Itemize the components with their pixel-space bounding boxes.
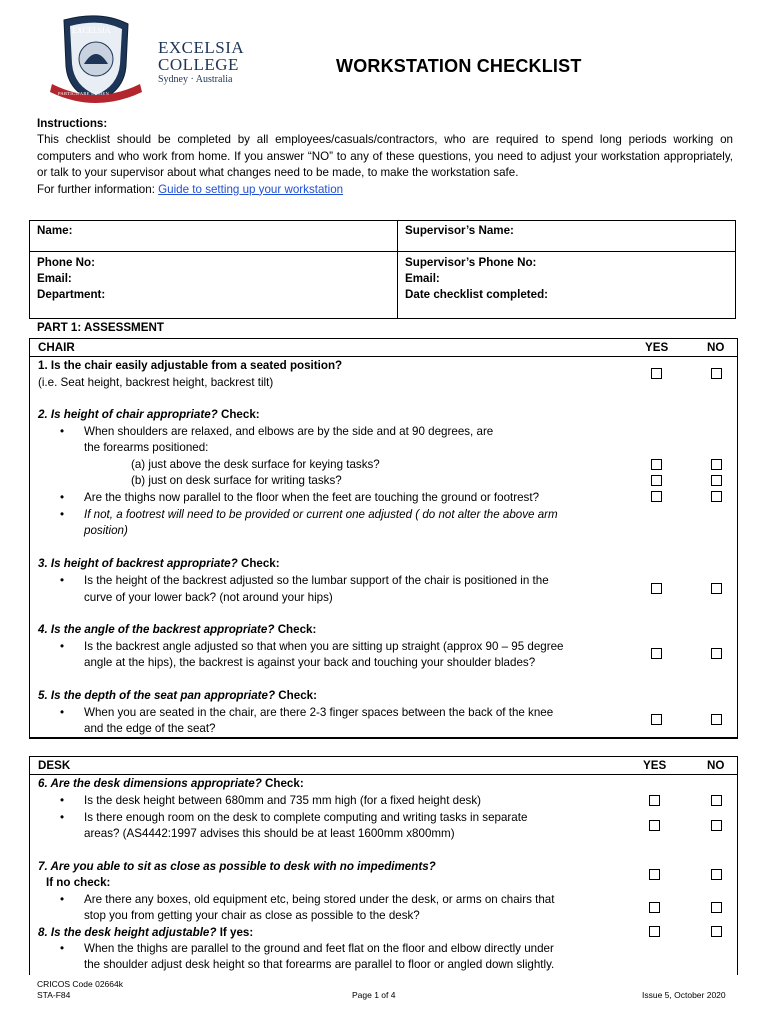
check-label: Check:: [265, 777, 304, 790]
question-4: [38, 622, 316, 638]
q3-bullet-1b: curve of your lower back? (not around your hips): [84, 591, 333, 604]
bullet-dot: •: [60, 640, 65, 653]
question-5-text: 5. Is the depth of the seat pan appropriate?: [38, 689, 276, 702]
q7-boxes-yes-checkbox[interactable]: [649, 902, 660, 913]
question-6: [38, 776, 304, 792]
college-logo: [46, 14, 246, 106]
bullet-dot: •: [60, 942, 65, 955]
date-completed-field[interactable]: Date checklist completed:: [405, 288, 549, 301]
question-2-text: 2. Is height of chair appropriate?: [38, 408, 218, 421]
phone-field[interactable]: Phone No:: [37, 256, 95, 269]
logo-line-2: COLLEGE: [158, 55, 239, 74]
desk-section: [29, 756, 738, 975]
q6-height-no-checkbox[interactable]: [711, 795, 722, 806]
seal-text: EXCELSIA: [72, 26, 111, 35]
q7-yes-checkbox[interactable]: [649, 869, 660, 880]
desk-heading: DESK: [38, 759, 71, 772]
q4-yes-checkbox[interactable]: [651, 648, 662, 659]
q2a-yes-checkbox[interactable]: [651, 459, 662, 470]
q5-no-checkbox[interactable]: [711, 714, 722, 725]
question-8: [38, 925, 253, 941]
q2a-no-checkbox[interactable]: [711, 459, 722, 470]
q4-no-checkbox[interactable]: [711, 648, 722, 659]
footer-left: [37, 979, 123, 1001]
further-info-label: For further information:: [37, 182, 159, 196]
q6-room-yes-checkbox[interactable]: [649, 820, 660, 831]
q8-bullet-1b: the shoulder adjust desk height so that forearms are parallel to floor or angled down slightly.: [84, 958, 555, 971]
q3-no-checkbox[interactable]: [711, 583, 722, 594]
q2-option-a: (a) just above the desk surface for keying tasks?: [131, 458, 380, 471]
q7-subheading: If no check:: [46, 876, 111, 889]
check-label: Check:: [278, 689, 317, 702]
department-field[interactable]: Department:: [37, 288, 106, 301]
cricos-code: CRICOS Code 02664k: [37, 979, 123, 989]
yes-column-label: YES: [645, 341, 669, 354]
q4-bullet-1a: Is the backrest angle adjusted so that when you are sitting up straight (approx 90 – 95 degree: [84, 640, 564, 653]
issue-date: Issue 5, October 2020: [642, 990, 726, 1000]
question-8-text: 8. Is the desk height adjustable?: [38, 926, 217, 939]
instructions: [37, 116, 733, 198]
q2-bullet-1b: the forearms positioned:: [84, 441, 209, 454]
q8-no-checkbox[interactable]: [711, 926, 722, 937]
if-yes-label: If yes:: [219, 926, 254, 939]
chair-heading: CHAIR: [38, 341, 75, 354]
q4-bullet-1b: angle at the hips), the backrest is against your back and touching your shoulder blades?: [84, 656, 536, 669]
document-code: STA-F84: [37, 990, 71, 1000]
bullet-dot: •: [60, 508, 65, 521]
no-column-label: NO: [707, 341, 725, 354]
no-column-label: NO: [707, 759, 725, 772]
supervisor-name-field[interactable]: Supervisor’s Name:: [398, 221, 736, 252]
q2-option-b: (b) just on desk surface for writing tasks?: [131, 474, 342, 487]
supervisor-phone-field[interactable]: Supervisor’s Phone No:: [405, 256, 537, 269]
check-label: Check:: [240, 557, 280, 570]
q2-thighs-no-checkbox[interactable]: [711, 491, 722, 502]
employee-info-table: [29, 220, 736, 319]
chair-section: [29, 338, 738, 739]
part-1-heading: PART 1: ASSESSMENT: [37, 321, 164, 334]
logo-line-3: Sydney · Australia: [158, 74, 233, 85]
q8-yes-checkbox[interactable]: [649, 926, 660, 937]
q7-boxes-no-checkbox[interactable]: [711, 902, 722, 913]
page-number: Page 1 of 4: [352, 990, 396, 1000]
bullet-dot: •: [60, 794, 65, 807]
bullet-dot: •: [60, 811, 65, 824]
check-label: Check:: [277, 623, 317, 636]
check-label: Check:: [220, 408, 260, 421]
q7-bullet-1b: stop you from getting your chair as close as possible to the desk?: [84, 909, 420, 922]
supervisor-email-field[interactable]: Email:: [405, 272, 440, 285]
desk-header: [30, 757, 737, 775]
q2-bullet-3b: position): [84, 524, 128, 537]
q6-room-no-checkbox[interactable]: [711, 820, 722, 831]
seal-motto: PARTICIPARE LUMEN: [58, 91, 110, 96]
instructions-body: This checklist should be completed by all employees/casuals/contractors, who are required to spend long periods working on computers and who work from home. If you answer “NO” to any of these questions, you need to adjust your workstation appropriately, or talk to your supervisor about what changes need to be made, to make the workstation safe.: [37, 133, 733, 180]
bullet-dot: •: [60, 706, 65, 719]
question-3: [38, 556, 280, 572]
q5-bullet-1b: and the edge of the seat?: [84, 722, 216, 735]
question-3-text: 3. Is height of backrest appropriate?: [38, 557, 238, 570]
instructions-heading: Instructions:: [37, 117, 108, 130]
q2b-no-checkbox[interactable]: [711, 475, 722, 486]
q2-bullet-1a: When shoulders are relaxed, and elbows are by the side and at 90 degrees, are: [84, 425, 494, 438]
q7-no-checkbox[interactable]: [711, 869, 722, 880]
q3-bullet-1a: Is the height of the backrest adjusted so the lumbar support of the chair is positioned in the: [84, 574, 549, 587]
q2-thighs-yes-checkbox[interactable]: [651, 491, 662, 502]
q8-bullet-1a: When the thighs are parallel to the ground and feet flat on the floor and elbow directly under: [84, 942, 554, 955]
chair-header: [30, 339, 737, 357]
bullet-dot: •: [60, 574, 65, 587]
logo-line-1: EXCELSIA: [158, 38, 245, 57]
bullet-dot: •: [60, 425, 65, 438]
page-title: WORKSTATION CHECKLIST: [336, 56, 582, 76]
question-5: [38, 688, 317, 704]
yes-column-label: YES: [643, 759, 667, 772]
q2-bullet-3a: If not, a footrest will need to be provided or current one adjusted ( do not alter the above arm: [84, 508, 558, 521]
contact-cell: [30, 252, 398, 319]
q3-yes-checkbox[interactable]: [651, 583, 662, 594]
q6-bullet-2b: areas? (AS4442:1997 advises this should be at least 1600mm x800mm): [84, 827, 455, 840]
bullet-dot: •: [60, 893, 65, 906]
q7-bullet-1a: Are there any boxes, old equipment etc, being stored under the desk, or arms on chairs that: [84, 893, 555, 906]
question-6-text: 6. Are the desk dimensions appropriate?: [38, 777, 262, 790]
question-1: 1. Is the chair easily adjustable from a seated position?: [38, 359, 343, 372]
question-2: [38, 407, 260, 423]
q6-bullet-1: Is the desk height between 680mm and 735 mm high (for a fixed height desk): [84, 794, 481, 807]
q2-bullet-2: Are the thighs now parallel to the floor when the feet are touching the ground or footrest?: [84, 491, 540, 504]
bullet-dot: •: [60, 491, 65, 504]
email-field[interactable]: Email:: [37, 272, 72, 285]
q5-yes-checkbox[interactable]: [651, 714, 662, 725]
question-1-note: (i.e. Seat height, backrest height, backrest tilt): [38, 376, 274, 389]
q6-bullet-2a: Is there enough room on the desk to complete computing and writing tasks in separate: [84, 811, 528, 824]
q1-yes-checkbox[interactable]: [651, 368, 662, 379]
q5-bullet-1a: When you are seated in the chair, are there 2-3 finger spaces between the back of the knee: [84, 706, 554, 719]
question-4-text: 4. Is the angle of the backrest appropriate?: [38, 623, 275, 636]
question-7: 7. Are you able to sit as close as possible to desk with no impediments?: [38, 860, 436, 873]
supervisor-contact-cell: [398, 252, 736, 319]
q2b-yes-checkbox[interactable]: [651, 475, 662, 486]
workstation-guide-link[interactable]: Guide to setting up your workstation: [158, 182, 344, 196]
name-field[interactable]: Name:: [30, 221, 398, 252]
q1-no-checkbox[interactable]: [711, 368, 722, 379]
q6-height-yes-checkbox[interactable]: [649, 795, 660, 806]
